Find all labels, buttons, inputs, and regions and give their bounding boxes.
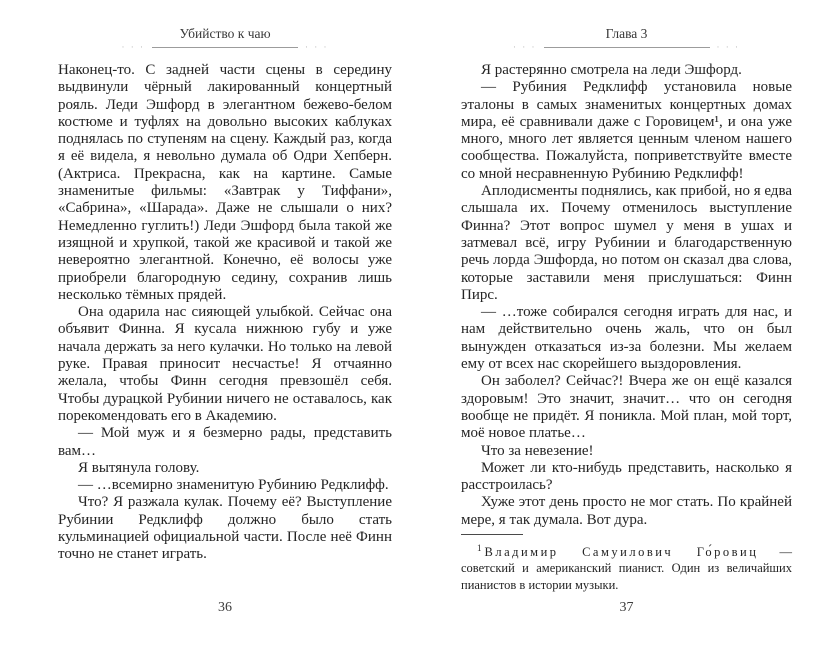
paragraph: Я растерянно смотрела на леди Эшфорд. bbox=[481, 62, 742, 78]
header-ornament bbox=[461, 43, 792, 51]
paragraph: Может ли кто-нибудь представить, насколько я расстроилась? bbox=[461, 459, 792, 494]
paragraph: — Рубиния Редклифф установила новые эталоны в самых знаменитых концертных домах мира, её сравнивали даже с Горовицем¹, и она уже много, много лет является ценным членом нашего сообщества. Пожалуйста, поприветствуйте вместе со мной несравненную Рубинию Редклифф! bbox=[461, 79, 792, 182]
paragraph: Что? Я разжала кулак. Почему её? Выступление Рубинии Редклифф должно было стать кульминацией официальной части. После неё Финн точно не станет играть. bbox=[58, 494, 392, 563]
page-left bbox=[58, 26, 392, 632]
page-header-title: Глава 3 bbox=[605, 26, 648, 41]
footnote-text bbox=[461, 540, 792, 593]
footnote-person: Владимир Самуилович Го́ровиц bbox=[484, 545, 759, 560]
paragraph: Она одарила нас сияющей улыбкой. Сейчас она объявит Финна. Я кусала нижнюю губу и уже начала держать за него кулачки. Но только на левой руке. Правая приносит несчастье! Я отчаянно желала, чтобы Финн сегодня превзошёл себя. Чтобы дурацкой Рубинии ничего не оставалось, как порекомендовать его в Академию. bbox=[58, 304, 392, 424]
footnote-description: — советский и американский пианист. Один из величайших пианистов в истории музыки. bbox=[461, 545, 792, 592]
paragraph: Что за невезение! bbox=[481, 442, 594, 459]
paragraph: — Мой муж и я безмерно рады, представить вам… bbox=[58, 425, 392, 459]
page-number: 37 bbox=[619, 600, 634, 615]
paragraph: Аплодисменты поднялись, как прибой, но я едва слышала их. Почему отменилось выступление Финна? Этот вопрос шумел у меня в ушах и затмевал всё, игру Рубинии и благодарственную речь лорда Эшфорда, но потом он сказал два слова, которые заставили меня прислушаться: Финн Пирс. bbox=[461, 183, 792, 303]
page-number: 36 bbox=[218, 600, 232, 615]
page-body bbox=[461, 62, 792, 529]
ornament-rule bbox=[544, 47, 710, 48]
ornament-dots-icon: · · · bbox=[305, 41, 329, 52]
paragraph: Я вытянула голову. bbox=[78, 459, 200, 476]
ornament-dots-icon: · · · bbox=[716, 41, 740, 52]
footnote-rule bbox=[461, 534, 523, 535]
paragraph: Он заболел? Сейчас?! Вчера же он ещё казался здоровым! Это значит, значит… что он сегодня вообще не придёт. Я поникла. Мой план, мой торт, моё новое платье… bbox=[461, 373, 792, 442]
footnote bbox=[461, 534, 792, 593]
page-body bbox=[58, 62, 392, 564]
footnote-marker: 1 bbox=[477, 543, 482, 554]
header-ornament bbox=[58, 43, 392, 51]
ornament-dots-icon: · · · bbox=[121, 41, 145, 52]
paragraph: Хуже этот день просто не мог стать. По крайней мере, я так думала. Вот дура. bbox=[461, 494, 792, 528]
ornament-rule bbox=[152, 47, 298, 48]
page-right bbox=[461, 26, 792, 632]
paragraph: Наконец-то. С задней части сцены в середину выдвинули чёрный лакированный концертный рояль. Леди Эшфорд в элегантном бежево-белом костюме и туфлях на довольно высоких каблуках поднялась по ступеням на сцену. Каждый раз, когда я её видела, я невольно думала об Одри Хепберн. (Актриса. Прекрасна, как на картине. Самые знаменитые фильмы: «Завтрак у Тиффани», «Сабрина», «Шарада». Даже не слышали о них? Немедленно гуглить!) Леди Эшфорд была такой же изящной и хрупкой, такой же красивой и такой же невероятно элегантной. Конечно, её волосы уже приобрели благородную седину, сохранив лишь несколько тёмных прядей. bbox=[58, 62, 392, 303]
running-header-right bbox=[461, 26, 792, 51]
paragraph: — …всемирно знаменитую Рубинию Редклифф. bbox=[78, 477, 389, 494]
paragraph: — …тоже собирался сегодня играть для нас, и нам действительно очень жаль, что он был вынужден отказаться из-за болезни. Мы желаем ему от всех нас скорейшего выздоровления. bbox=[461, 304, 792, 373]
running-header-left bbox=[58, 26, 392, 51]
page-header-title: Убийство к чаю bbox=[179, 26, 271, 41]
ornament-dots-icon: · · · bbox=[513, 41, 537, 52]
